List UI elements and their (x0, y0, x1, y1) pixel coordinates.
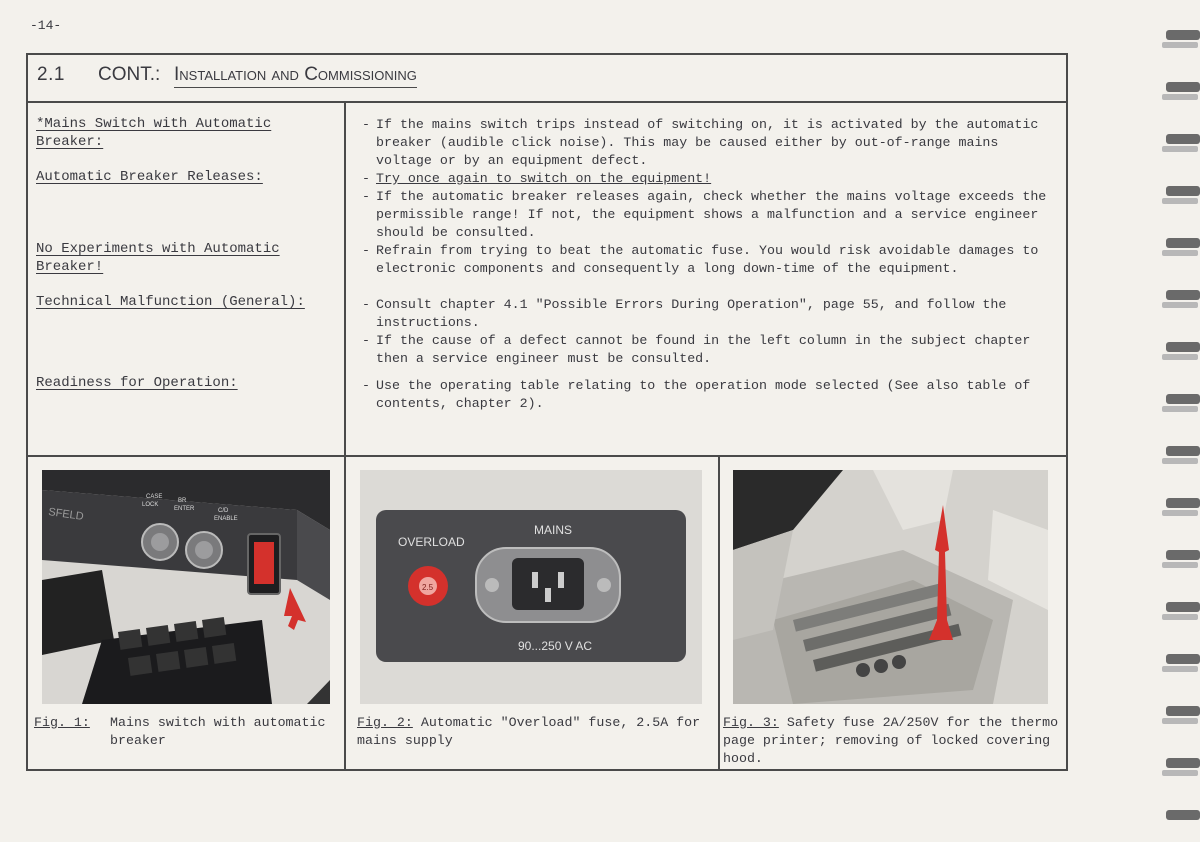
svg-text:90...250 V AC: 90...250 V AC (518, 639, 593, 653)
label-mains-switch: *Mains Switch with Automatic Breaker: (36, 116, 272, 150)
item-refrain: - Refrain from trying to beat the automatic fuse. You would risk avoidable damages to electronic components and consequently a long down-time of the equipment. (362, 243, 1039, 276)
section-number: 2.1 (37, 64, 65, 85)
svg-text:ENABLE: ENABLE (214, 516, 238, 522)
figure-3-photo (733, 470, 1048, 704)
label-no-experiments: No Experiments with Automatic Breaker! (36, 241, 280, 275)
item-check-voltage: - If the automatic breaker releases again, check whether the mains voltage exceeds the permissible range! If not, the equipment shows a malfunction and a service engineer should be consulted. (362, 189, 1047, 240)
figure-1-photo (42, 470, 330, 704)
section-header (28, 55, 1066, 103)
section-title: Installation and Commissioning (174, 64, 417, 88)
figure-2-caption: Fig. 2: Automatic "Overload" fuse, 2.5A for mains supply (357, 715, 701, 748)
svg-text:LOCK: LOCK (142, 502, 159, 508)
figure-2-photo (360, 470, 702, 704)
label-breaker-releases: Automatic Breaker Releases: (36, 169, 263, 185)
item-try-again: - Try once again to switch on the equipment! (362, 171, 712, 186)
svg-text:MAINS: MAINS (534, 523, 573, 537)
svg-text:2.5: 2.5 (422, 583, 434, 592)
figure-3-caption: Fig. 3: Safety fuse 2A/250V for the thermo page printer; removing of locked covering hood. (723, 715, 1059, 766)
item-consult-chapter: - Consult chapter 4.1 "Possible Errors During Operation", page 55, and follow the instructions. (362, 297, 1007, 330)
svg-text:ENTER: ENTER (174, 506, 195, 512)
figure-1-caption: Fig. 1: Mains switch with automatic breaker (34, 715, 326, 748)
svg-text:BR: BR (178, 498, 187, 504)
label-technical-malfunction: Technical Malfunction (General): (36, 294, 305, 310)
svg-text:CASE: CASE (146, 494, 163, 500)
item-operating-table: - Use the operating table relating to the operation mode selected (See also table of contents, chapter 2). (362, 378, 1031, 411)
svg-text:C/D: C/D (218, 508, 229, 514)
page-number: -14- (30, 18, 62, 33)
section-cont: CONT.: (98, 64, 161, 85)
item-defect-not-found: - If the cause of a defect cannot be found in the left column in the subject chapter then a service engineer must be consulted. (362, 333, 1031, 366)
item-mains-trip: - If the mains switch trips instead of switching on, it is activated by the automatic breaker (audible click noise). This may be caused either by out-of-range mains voltage or by an equipment defect. (362, 117, 1039, 168)
svg-text:OVERLOAD: OVERLOAD (398, 535, 465, 549)
svg-text:SFELD: SFELD (47, 506, 85, 523)
label-readiness: Readiness for Operation: (36, 375, 238, 391)
spiral-binding (1158, 20, 1200, 830)
